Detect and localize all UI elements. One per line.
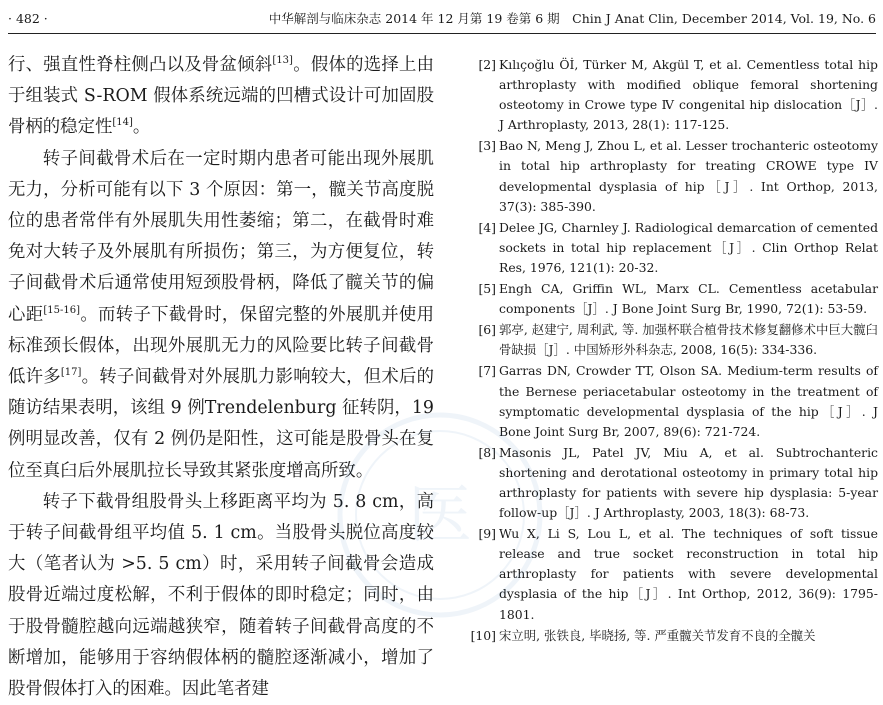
reference-number: [9] <box>478 526 496 542</box>
paragraph-text: 转子间截骨术后在一定时期内患者可能出现外展肌无力，分析可能有以下 3 个原因：第一，髋关节高度脱位的患者常伴有外展肌失用性萎缩；第二，在截骨时难免对大转子及外展肌有所损伤；第三，为方便复位，转子间截骨术后通常使用短颈股骨柄，降低了髋关节的偏心距 <box>8 148 434 325</box>
reference-number: [5] <box>478 281 496 297</box>
reference-item <box>458 55 878 135</box>
citation-marker: [13] <box>272 55 293 67</box>
reference-text: Masonis JL, Patel JV, Miu A, et al. Subtrochanteric shortening and derotational osteotomy in primary total hip arthroplasty for patients with severe hip dysplasia: 5-year follow-up［J］. J Arthroplasty, 2003, 18(3): 68-73. <box>499 444 878 521</box>
reference-number: [4] <box>478 219 496 235</box>
reference-number: [2] <box>478 57 496 72</box>
paragraph-text: 。假体的选择上由于组装式 S-ROM 假体系统远端的凹槽式设计可加固股骨柄的稳定性 <box>8 55 434 138</box>
reference-text: 郭亭, 赵建宁, 周利武, 等. 加强杯联合植骨技术修复翻修术中巨大髋臼骨缺损［J］. 中国矫形外科杂志, 2008, 16(5): 334-336. <box>499 322 878 358</box>
reference-number: [7] <box>478 363 496 379</box>
running-header <box>8 8 876 30</box>
reference-item <box>458 361 878 441</box>
reference-text: Delee JG, Charnley J. Radiological demarcation of cemented sockets in total hip replacement［J］. Clin Orthop Relat Res, 1976, 121(1): 20-32. <box>499 219 878 275</box>
reference-list <box>458 55 878 647</box>
paragraph-text: 。而转子下截骨时，保留完整的外展肌并使用标准颈长假体，出现外展肌无力的风险要比转子间截骨低许多 <box>8 304 434 388</box>
citation-marker: [14] <box>112 117 133 129</box>
reference-item <box>458 218 878 278</box>
reference-text: Garras DN, Crowder TT, Olson SA. Medium-term results of the Bernese periacetabular osteotomy in the treatment of symptomatic developmental dysplasia of the hip［J］. J Bone Joint Surg Br, 2007, 89(6): 721-724. <box>499 363 878 439</box>
reference-text: Kılıçoğlu Öİ, Türker M, Akgül T, et al. Cementless total hip arthroplasty with modified oblique femoral shortening osteotomy in Crowe type Ⅳ congenital hip dislocation［J］. J Arthroplasty, 2013, 28(1): 117-125. <box>499 57 878 133</box>
reference-text: Wu X, Li S, Lou L, et al. The techniques of soft tissue release and true socket reconstruction in total hip arthroplasty for patients with severe developmental dysplasia of the hip［J］. Int Orthop, 2012, 36(9): 1795-1801. <box>499 526 878 622</box>
paragraph-1 <box>8 50 434 144</box>
reference-item <box>458 524 878 624</box>
reference-text: 宋立明, 张铁良, 毕晓扬, 等. 严重髋关节发育不良的全髋关 <box>499 627 816 643</box>
paragraph-text: 。 <box>132 117 151 138</box>
paragraph-3 <box>8 487 434 705</box>
header-divider <box>8 33 876 34</box>
reference-number: [3] <box>478 138 496 154</box>
reference-number: [10] <box>470 627 496 643</box>
reference-text: Bao N, Meng J, Zhou L, et al. Lesser trochanteric osteotomy in total hip arthroplasty for treating CROWE type IV developmental dysplasia of hip［J］. Int Orthop, 2013, 37(3): 385-390. <box>499 138 878 214</box>
paragraph-text: 。转子间截骨对外展肌力影响较大，但术后的随访结果表明，该组 9 例Trendelenburg 征转阴，19 例明显改善，仅有 2 例仍是阳性，这可能是股骨头在复位至真臼后外展肌拉长导致其紧张度增高所致。 <box>8 367 434 481</box>
reference-item <box>458 136 878 216</box>
paragraph-2 <box>8 144 434 487</box>
paragraph-text: 行、强直性脊柱侧凸以及骨盆倾斜 <box>8 55 273 75</box>
paragraph-text: 转子下截骨组股骨头上移距离平均为 5. 8 cm，高于转子间截骨组平均值 5. 1 cm。当股骨头脱位高度较大（笔者认为 >5. 5 cm）时，采用转子间截骨会造成股骨近端过度松解，不利于假体的即时稳定；同时，由于股骨髓腔越向远端越狭窄，随着转子间截骨高度的不断增加，能够用于容纳假体柄的髓腔逐渐减小，增加了股骨假体打入的困难。因此笔者建 <box>8 491 434 700</box>
reference-item <box>458 279 878 319</box>
journal-citation-line: 中华解剖与临床杂志 2014 年 12 月第 19 卷第 6 期 Chin J Anat Clin, December 2014, Vol. 19, No. 6 <box>268 11 876 26</box>
reference-item <box>458 626 878 646</box>
page-number: · 482 · <box>8 11 48 26</box>
citation-marker: [15-16] <box>43 304 81 316</box>
reference-text: Engh CA, Griffin WL, Marx CL. Cementless acetabular components［J］. J Bone Joint Surg Br, 1990, 72(1): 53-59. <box>499 281 878 317</box>
body-text-column <box>8 50 434 705</box>
citation-marker: [17] <box>60 367 82 379</box>
reference-item <box>458 443 878 523</box>
reference-number: [8] <box>478 444 496 460</box>
reference-number: [6] <box>478 322 496 338</box>
watermark-character: 医 <box>408 479 472 553</box>
reference-item <box>458 320 878 360</box>
